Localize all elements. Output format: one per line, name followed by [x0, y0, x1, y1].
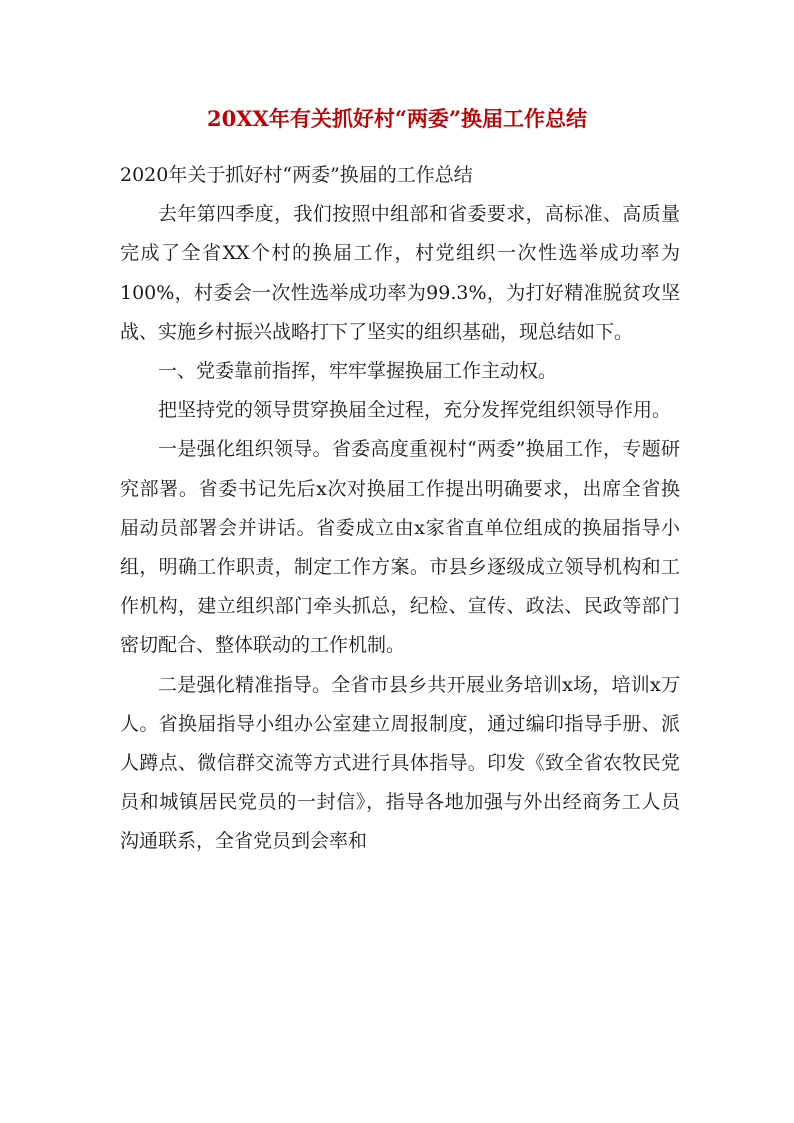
- document-body: [120, 156, 680, 862]
- document-subtitle: 2020年关于抓好村“两委”换届的工作总结: [120, 164, 473, 186]
- section-heading-1: 一、党委靠前指挥，牢牢掌握换届工作主动权。: [158, 360, 558, 383]
- paragraph-section-1-lead: 把坚持党的领导贯穿换届全过程，充分发挥党组织领导作用。: [158, 399, 672, 422]
- paragraph-intro: 去年第四季度，我们按照中组部和省委要求，高标准、高质量完成了全省XX个村的换届工作，村党组织一次性选举成功率为100%，村委会一次性选举成功率为99.3%，为打好精准脱贫攻坚战、实施乡村振兴战略打下了坚实的组织基础，现总结如下。: [120, 203, 680, 343]
- paragraph-precise-guidance: 二是强化精准指导。全省市县乡共开展业务培训x场，培训x万人。省换届指导小组办公室建立周报制度，通过编印指导手册、派人蹲点、微信群交流等方式进行具体指导。印发《致全省农牧民党员和城镇居民党员的一封信》，指导各地加强与外出经商务工人员沟通联系，全省党员到会率和: [120, 673, 680, 853]
- paragraph-organization-leadership: 一是强化组织领导。省委高度重视村“两委”换届工作，专题研究部署。省委书记先后x次对换届工作提出明确要求，出席全省换届动员部署会并讲话。省委成立由x家省直单位组成的换届指导小组，明确工作职责，制定工作方案。市县乡逐级成立领导机构和工作机构，建立组织部门牵头抓总，纪检、宣传、政法、民政等部门密切配合、整体联动的工作机制。: [120, 438, 680, 657]
- document-title: 20XX年有关抓好村“两委”换届工作总结: [207, 106, 587, 131]
